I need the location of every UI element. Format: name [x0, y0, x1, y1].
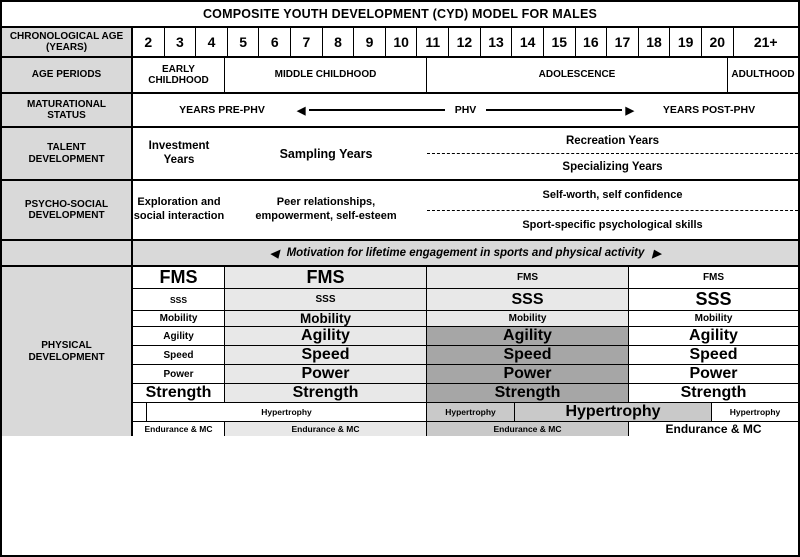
motivation-content [133, 241, 798, 265]
chronological-age-label-line1: CHRONOLOGICAL AGE [9, 30, 124, 42]
physical-row-hypertrophy [133, 403, 798, 422]
talent-development-label [2, 128, 133, 179]
age-cell: 11 [417, 28, 449, 56]
age-periods-row [2, 58, 798, 94]
chronological-age-row [2, 28, 798, 58]
physical-development-row [2, 267, 798, 436]
exploration-social-interaction [133, 181, 225, 239]
age-periods-cells [133, 58, 798, 92]
talent-label-line2: DEVELOPMENT [28, 153, 105, 165]
strength-cell: Strength [629, 384, 798, 402]
diagram-title: COMPOSITE YOUTH DEVELOPMENT (CYD) MODEL FOR MALES [2, 2, 798, 28]
endurance-cell: Endurance & MC [427, 422, 629, 436]
mobility-cell: Mobility [225, 311, 427, 326]
motivation-text: Motivation for lifetime engagement in sports and physical activity [286, 247, 645, 259]
talent-right-group [427, 128, 798, 179]
age-cell: 4 [196, 28, 228, 56]
physical-row-mobility [133, 311, 798, 327]
hypertrophy-spacer [133, 403, 147, 421]
period-adulthood: ADULTHOOD [728, 58, 798, 92]
age-cell: 14 [512, 28, 544, 56]
period-middle-childhood: MIDDLE CHILDHOOD [225, 58, 427, 92]
peer-relationships [225, 181, 427, 239]
phv-line-left [309, 109, 444, 111]
age-cell: 6 [259, 28, 291, 56]
psychosocial-development-row [2, 181, 798, 241]
strength-cell: Strength [225, 384, 427, 402]
physical-row-speed [133, 346, 798, 365]
age-cell: 12 [449, 28, 481, 56]
sss-cell: SSS [225, 289, 427, 310]
mobility-cell: Mobility [133, 311, 225, 326]
fms-cell: FMS [629, 267, 798, 288]
physical-row-fms [133, 267, 798, 289]
strength-cell: Strength [133, 384, 225, 402]
talent-label-line1: TALENT [47, 142, 86, 153]
fms-cell: FMS [133, 267, 225, 288]
age-cell: 15 [544, 28, 576, 56]
maturational-status-row [2, 94, 798, 128]
phv-arrows [297, 104, 634, 117]
maturational-label-line2: STATUS [47, 110, 86, 121]
motivation-label-spacer [2, 241, 133, 265]
investment-line1: Investment [148, 139, 210, 152]
physical-label-line1: PHYSICAL [41, 339, 92, 351]
physical-row-power [133, 365, 798, 384]
investment-line2: Years [163, 153, 195, 166]
age-cell: 18 [639, 28, 671, 56]
physical-row-strength [133, 384, 798, 403]
psychosocial-label [2, 181, 133, 239]
speed-cell: Speed [629, 346, 798, 364]
period-adolescence: ADOLESCENCE [427, 58, 728, 92]
age-cell: 13 [481, 28, 513, 56]
mobility-cell: Mobility [427, 311, 629, 326]
sss-cell: SSS [629, 289, 798, 310]
fms-cell: FMS [427, 267, 629, 288]
age-cell: 21+ [734, 28, 798, 56]
chronological-age-label [2, 28, 133, 56]
arrow-right-icon [626, 104, 634, 117]
sss-cell: SSS [133, 289, 225, 310]
specializing-years: Specializing Years [427, 153, 798, 179]
mobility-cell: Mobility [629, 311, 798, 326]
sport-specific-psych-skills: Sport-specific psychological skills [427, 210, 798, 240]
arrow-left-icon [297, 104, 305, 117]
age-cell: 9 [354, 28, 386, 56]
agility-cell: Agility [427, 327, 629, 345]
phv-line-right [486, 109, 621, 111]
sampling-years: Sampling Years [279, 146, 373, 161]
age-cell: 7 [291, 28, 323, 56]
age-cell: 3 [165, 28, 197, 56]
self-worth-confidence: Self-worth, self confidence [542, 189, 683, 202]
agility-cell: Agility [225, 327, 427, 345]
physical-label-line2: DEVELOPMENT [28, 351, 105, 363]
age-cell: 8 [323, 28, 355, 56]
age-cell: 10 [386, 28, 418, 56]
hypertrophy-cell: Hypertrophy [712, 403, 798, 421]
endurance-cell: Endurance & MC [629, 422, 798, 436]
age-cell: 5 [228, 28, 260, 56]
speed-cell: Speed [427, 346, 629, 364]
period-early-line2: CHILDHOOD [148, 75, 209, 86]
speed-cell: Speed [225, 346, 427, 364]
talent-development-row [2, 128, 798, 181]
recreation-years: Recreation Years [565, 134, 660, 147]
arrow-right-icon [652, 247, 660, 260]
power-cell: Power [427, 365, 629, 383]
maturational-status-content [133, 94, 798, 126]
age-cell: 19 [670, 28, 702, 56]
hypertrophy-cell: Hypertrophy [515, 403, 712, 421]
years-pre-phv: YEARS PRE-PHV [179, 104, 265, 116]
endurance-cell: Endurance & MC [225, 422, 427, 436]
speed-cell: Speed [133, 346, 225, 364]
power-cell: Power [225, 365, 427, 383]
investment-years [133, 128, 225, 179]
peer-line2: empowerment, self-esteem [255, 210, 397, 222]
age-cell: 16 [576, 28, 608, 56]
psychosocial-right-group [427, 181, 798, 239]
maturational-label-line1: MATURATIONAL [26, 98, 107, 110]
power-cell: Power [133, 365, 225, 383]
fms-cell: FMS [225, 267, 427, 288]
age-cell: 17 [607, 28, 639, 56]
period-early-line1: EARLY [162, 63, 195, 75]
agility-cell: Agility [629, 327, 798, 345]
age-cell: 20 [702, 28, 734, 56]
physical-row-agility [133, 327, 798, 346]
physical-development-grid [133, 267, 798, 436]
chronological-age-label-line2: (YEARS) [45, 42, 88, 53]
arrow-left-icon [270, 247, 278, 260]
phv-label: PHV [454, 104, 477, 116]
sss-cell: SSS [427, 289, 629, 310]
power-cell: Power [629, 365, 798, 383]
psychosocial-content [133, 181, 798, 239]
physical-row-sss [133, 289, 798, 311]
age-cells [133, 28, 798, 56]
psychosocial-label-line2: DEVELOPMENT [28, 210, 105, 221]
years-post-phv: YEARS POST-PHV [662, 104, 756, 116]
age-periods-label: AGE PERIODS [2, 58, 133, 92]
physical-development-label [2, 267, 133, 436]
strength-cell: Strength [427, 384, 629, 402]
hypertrophy-cell: Hypertrophy [427, 403, 515, 421]
endurance-cell: Endurance & MC [133, 422, 225, 436]
physical-row-endurance [133, 422, 798, 436]
hypertrophy-cell: Hypertrophy [147, 403, 427, 421]
agility-cell: Agility [133, 327, 225, 345]
talent-development-content [133, 128, 798, 179]
period-early-childhood [133, 58, 225, 92]
exploration-line1: Exploration and [137, 196, 221, 209]
age-cell: 2 [133, 28, 165, 56]
maturational-status-label [2, 94, 133, 126]
exploration-line2: social interaction [133, 210, 225, 222]
peer-line1: Peer relationships, [276, 196, 376, 209]
motivation-row [2, 241, 798, 267]
psychosocial-label-line1: PSYCHO-SOCIAL [24, 198, 109, 210]
